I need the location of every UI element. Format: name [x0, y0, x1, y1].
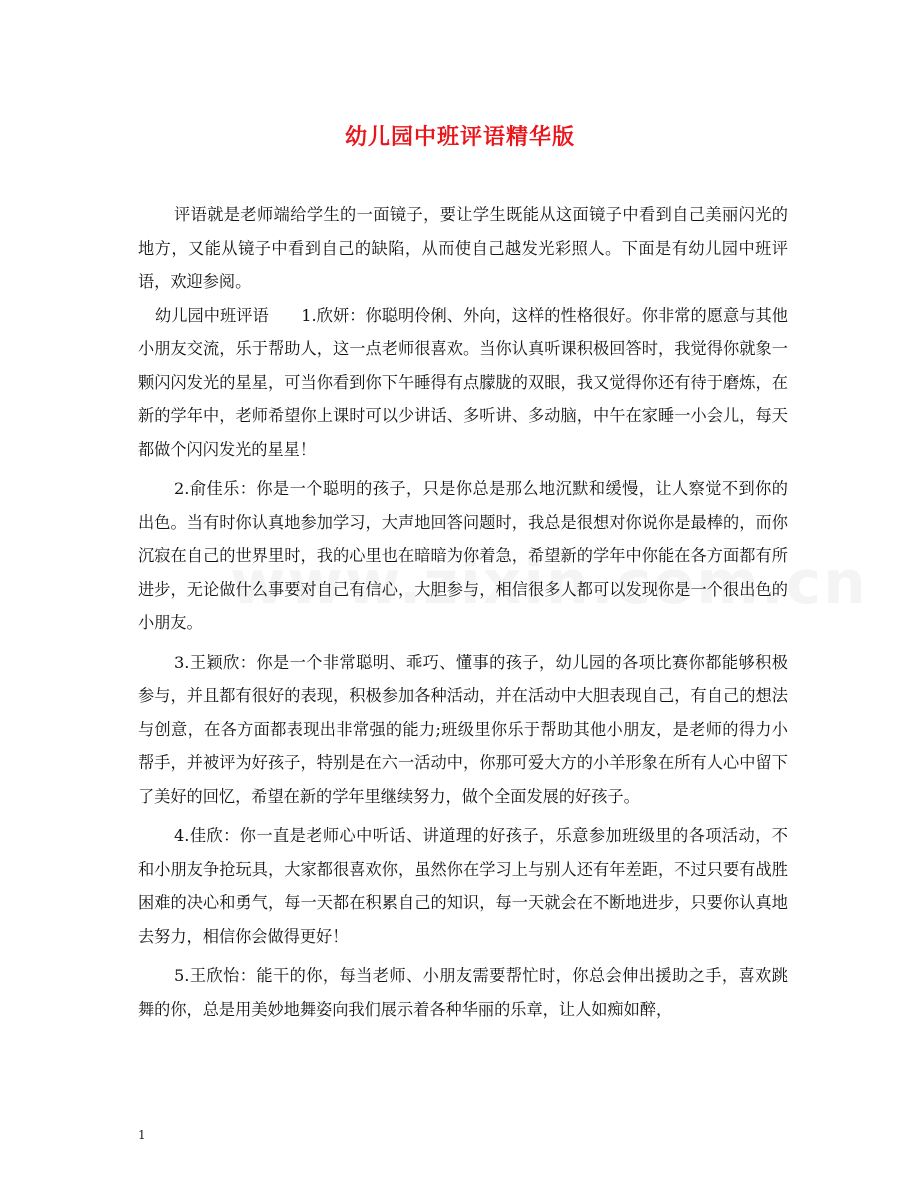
comment-paragraph-4: 4.佳欣：你一直是老师心中听话、讲道理的好孩子，乐意参加班级里的各项活动，不和小朋友争抢玩具，大家都很喜欢你，虽然你在学习上与别人还有年差距，不过只要有战胜困难的决心和勇气，每一天都在积累自己的知识，每一天就会在不断地进步，只要你认真地去努力，相信你会做得更好！	[138, 826, 788, 946]
document-title: 幼儿园中班评语精华版	[344, 124, 575, 150]
page-number: 1	[138, 1128, 146, 1142]
comment-paragraph-1: 幼儿园中班评语 1.欣妍：你聪明伶俐、外向，这样的性格很好。你非常的愿意与其他小朋友交流，乐于帮助人，这一点老师很喜欢。当你认真听课积极回答时，我觉得你就象一颗闪闪发光的星星，可当你看到你下午睡得有点朦胧的双眼，我又觉得你还有待于磨炼，在新的学年中，老师希望你上课时可以少讲话、多听讲、多动脑，中午在家睡一小会儿，每天都做个闪闪发光的星星！	[138, 305, 788, 459]
intro-paragraph: 评语就是老师端给学生的一面镜子，要让学生既能从这面镜子中看到自己美丽闪光的地方，又能从镜子中看到自己的缺陷，从而使自己越发光彩照人。下面是有幼儿园中班评语，欢迎参阅。	[138, 205, 788, 291]
comment-paragraph-2: 2.俞佳乐：你是一个聪明的孩子，只是你总是那么地沉默和缓慢，让人察觉不到你的出色。当有时你认真地参加学习，大声地回答问题时，我总是很想对你说你是最棒的，而你沉寂在自己的世界里时，我的心里也在暗暗为你着急，希望新的学年中你能在各方面都有所进步，无论做什么事要对自己有信心，大胆参与，相信很多人都可以发现你是一个很出色的小朋友。	[138, 479, 788, 632]
document-body	[138, 198, 788, 1026]
comment-paragraph-5: 5.王欣怡：能干的你，每当老师、小朋友需要帮忙时，你总会伸出援助之手，喜欢跳舞的你，总是用美妙地舞姿向我们展示着各种华丽的乐章，让人如痴如醉，	[138, 966, 788, 1019]
comment-paragraph-3: 3.王颖欣：你是一个非常聪明、乖巧、懂事的孩子，幼儿园的各项比赛你都能够积极参与，并且都有很好的表现，积极参加各种活动，并在活动中大胆表现自己，有自己的想法与创意，在各方面都表现出非常强的能力;班级里你乐于帮助其他小朋友，是老师的得力小帮手，并被评为好孩子，特别是在六一活动中，你那可爱大方的小羊形象在所有人心中留下了美好的回忆，希望在新的学年里继续努力，做个全面发展的好孩子。	[138, 652, 788, 806]
